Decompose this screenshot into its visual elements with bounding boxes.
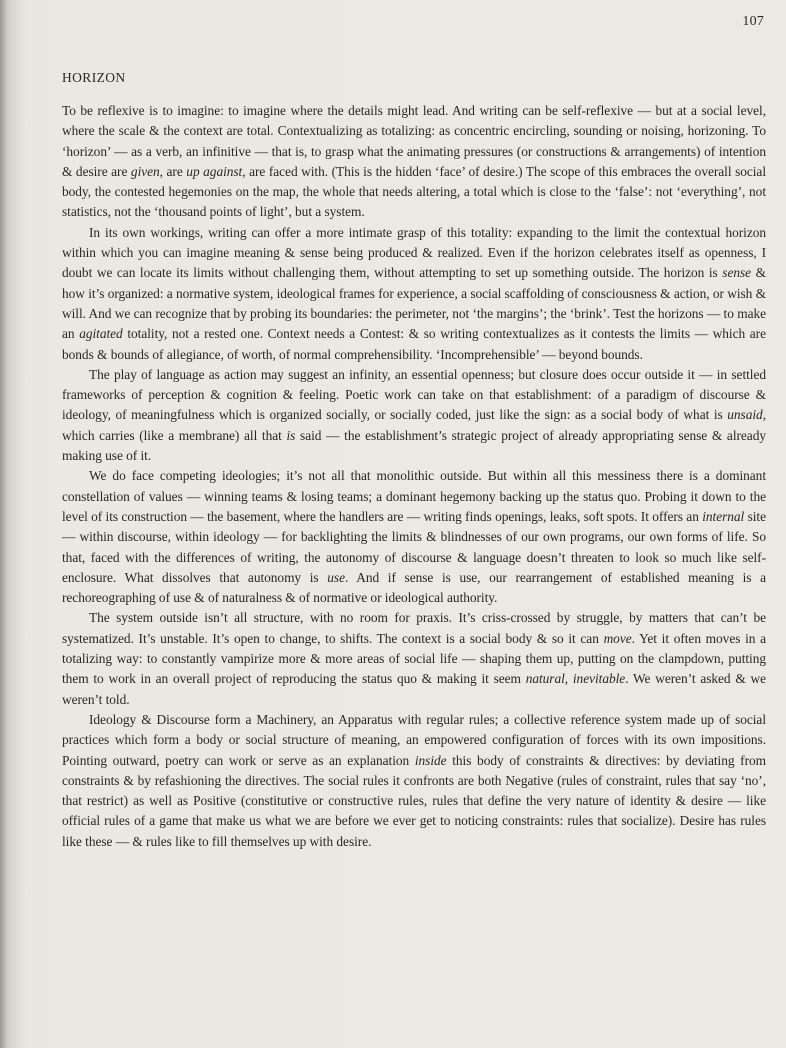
text-run: . Yet it often moves in a totalizing way: to constantly vampirize more & more areas of social life — shaping them up, putting on the clampdown, putting them to work in an overall project of reproducing the status quo & making it seem [62,630,766,687]
section-heading: HORIZON [62,70,126,85]
italic-text: unsaid [727,407,763,423]
text-run: site — within discourse, within ideology — for backlighting the limits & blindnesses of our own programs, our own forms of life. So that, faced with the differences of writing, the autonomy of discourse & language doesn’t threaten to look so much like self-enclosure. What dissolves that autonomy is [62,508,766,585]
text-run: , [564,671,573,687]
text-run: . And if sense is use, our rearrangement of established meaning is a rechoreographing of use & of naturalness & of normative or ideological authority. [62,569,766,606]
text-run: We do face competing ideologies; it’s not all that monolithic outside. But within all this messiness there is a dominant constellation of values — winning teams & losing teams; a dominant hegemony backing up the status quo. Probing it down to the level of its construction — the basement, where the handlers are — writing finds openings, leaks, soft spots. It offers an [62,468,766,524]
text-run: The system outside isn’t all structure, with no room for praxis. It’s criss-crossed by struggle, by matters that can’t be systematized. It’s unstable. It’s open to change, to shifts. The context is a social body & so it can [62,610,766,646]
paragraph [62,710,766,852]
text-run: The play of language as action may suggest an infinity, an essential openness; but closure does occur outside it — in settled frameworks of perception & cognition & feeling. Poetic work can take on that establishment: of a paradigm of discourse & ideology, of meaningfulness which is organized socially, or socially coded, just like the sign: as a social body of what is [62,366,766,423]
paragraph [62,223,766,365]
text-run: In its own workings, writing can offer a more intimate grasp of this totality: expanding to the limit the contextual horizon within which you can imagine meaning & sense being produced & realized. Even if the horizon celebrates itself as openness, I doubt we can locate its limits without challenging them, without attempting to set up something outside. The horizon is [62,224,766,281]
italic-text: natural [525,671,565,687]
italic-text: is [286,427,296,443]
text-run: & how it’s organized: a normative system, ideological frames for experience, a social scaffolding of consciousness & action, or wish & will. And we can recognize that by probing its boundaries: the perimeter, not ‘the margins’; the ‘brink’. Test the horizons — to make an [62,265,766,342]
binding-gutter-shadow [0,0,6,1048]
text-run: said — the establishment’s strategic project of already appropriating sense & already making use of it. [62,427,766,464]
italic-text: inevitable [572,671,626,687]
text-run: , which carries (like a membrane) all that [62,407,766,443]
paragraph [62,365,766,466]
paragraph [62,466,766,608]
text-run: Ideology & Discourse form a Machinery, an Apparatus with regular rules; a collective reference system made up of social practices which form a body or social structure of meaning, an empowered configuration of forces with its own impositions. Pointing outward, poetry can work or serve as an explanation [62,711,766,768]
text-run: , are faced with. (This is the hidden ‘face’ of desire.) The scope of this embraces the overall social body, the contested hegemonies on the map, the whole that needs altering, a total which is close to the ‘false’: not ‘everything’, not statistics, not the ‘thousand points of light’, but a system. [62,163,766,220]
text-run: this body of constraints & directives: by deviating from constraints & by refashioning the directives. The social rules it confronts are both Negative (rules of constraint, rules that say ‘no’, that restrict) as well as Positive (constitutive or constructive rules, rules that define the very nature of identity & desire — like official rules of a game that make us what we are before we ever get to noticing constraints: rules that socialize). Desire has rules like these — & rules like to fill themselves up with desire. [62,752,767,849]
italic-text: agitated [79,326,123,342]
italic-text: up against [186,163,243,179]
italic-text: internal [702,508,745,524]
text-run: . We weren’t asked & we weren’t told. [62,671,767,707]
italic-text: sense [722,265,752,281]
italic-text: use [327,569,345,585]
text-run: , are [159,163,187,179]
page-number: 107 [742,14,764,29]
italic-text: given [130,163,160,179]
italic-text: move [603,630,632,646]
text-run: totality, not a rested one. Context needs a Contest: & so writing contextualizes as it contests the limits — which are bonds & bounds of allegiance, of worth, of normal comprehensibility. ‘Incomprehensible’ — beyond bounds. [62,326,766,362]
text-run: To be reflexive is to imagine: to imagine where the details might lead. And writing can be self-reflexive — but at a social level, where the scale & the context are total. Contextualizing as totalizing: as concentric encircling, sounding or noising, horizoning. To ‘horizon’ — as a verb, an infinitive — that is, to grasp what the animating pressures (or constructions & arrangements) of intention & desire are [62,103,766,179]
paragraph [62,101,766,223]
body-text [62,101,766,852]
paragraph [62,608,766,709]
italic-text: inside [414,752,447,768]
